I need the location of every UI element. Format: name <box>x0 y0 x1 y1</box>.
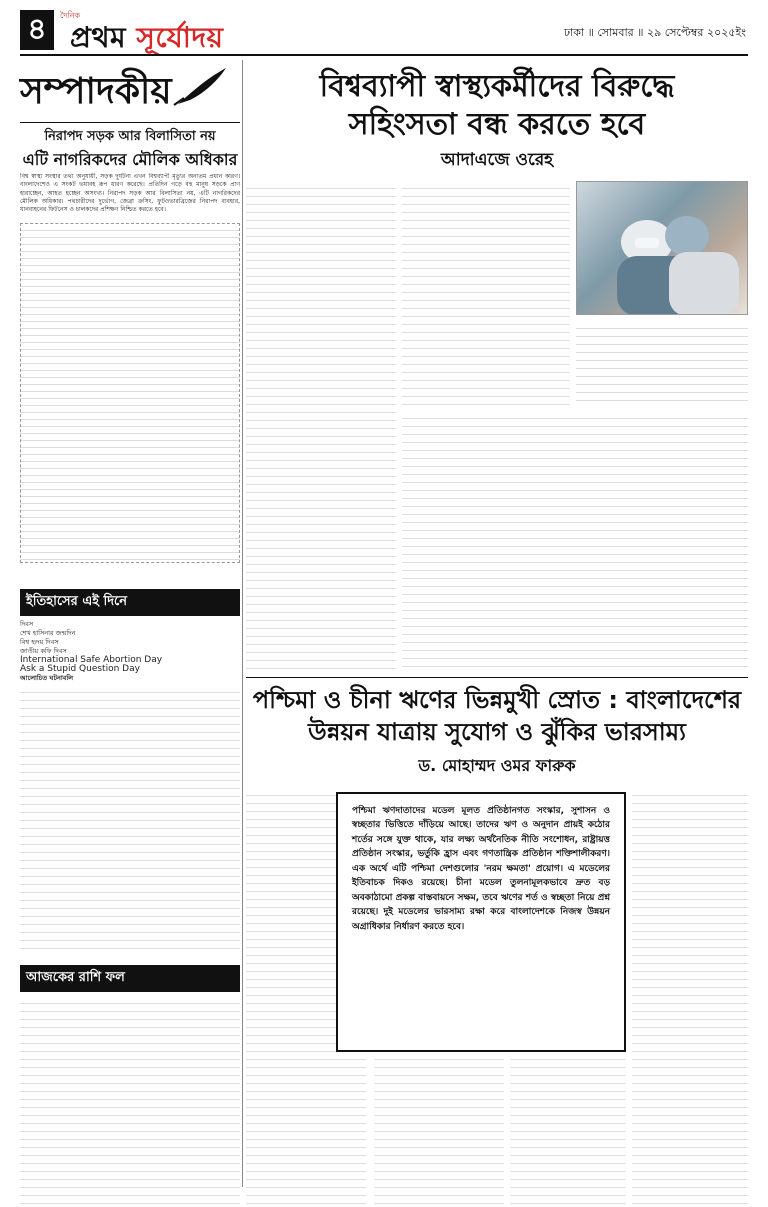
masthead-title-part1: প্রথম <box>70 21 137 54</box>
article-divider <box>246 677 748 678</box>
article2-body <box>246 788 748 1207</box>
history-item: Ask a Stupid Question Day <box>20 664 140 675</box>
quill-pen-icon <box>170 66 230 106</box>
history-item: আলোচিত ঘটনাবলি <box>20 674 74 683</box>
right-column <box>246 60 748 1187</box>
masthead-prefix: দৈনিক <box>60 11 81 20</box>
article2-pullquote: পশ্চিমা ঋণদাতাদের মডেল মূলত প্রতিষ্ঠানগত সংস্কার, সুশাসন ও স্বচ্ছতার ভিত্তিতে দাঁড়িয়ে আছে। তাদের ঋণ ও অনুদান প্রায়ই কঠোর শর্তের সঙ্গে যুক্ত থাকে, যার লক্ষ্য অর্থনৈতিক নীতি সংশোধন, রাষ্ট্রায়ত্ত প্রতিষ্ঠান সংস্কার, ভর্তুকি হ্রাস এবং গণতান্ত্রিক প্রতিষ্ঠান শক্তিশালীকরণ। এক অর্থে এটি পশ্চিমা দেশগুলোর 'নরম ক্ষমতা' প্রয়োগ। এ মডেলের ইতিবাচক দিকও রয়েছে। চীনা মডেল তুলনামূলকভাবে দ্রুত বড় অবকাঠামো প্রকল্প বাস্তবায়নে সক্ষম, তবে ঋণের শর্ত ও স্বচ্ছতা নিয়ে প্রশ্ন রয়েছে। দুই মডেলের ভারসাম্য রক্ষা করে বাংলাদেশকে নিজস্ব উন্নয়ন অগ্রাধিকার নির্ধারণ করতে হবে। <box>336 792 626 1052</box>
article2-headline-line2: উন্নয়ন যাত্রায় সুযোগ ও ঝুঁকির ভারসাম্য <box>308 718 686 747</box>
horoscope-body <box>20 996 240 1207</box>
editorial-body-text: বিশ্ব স্বাস্থ্য সংস্থার তথ্য অনুযায়ী, সড়ক দুর্ঘটনা এখন বিশ্বব্যাপী মৃত্যুর অন্যতম প্রধান কারণ। বাংলাদেশেও এ সংকট ভয়াবহ রূপ ধারণ করেছে। প্রতিদিন গড়ে বহু মানুষ সড়কে প্রাণ হারাচ্ছেন, আহত হচ্ছেন অসংখ্য। নিরাপদ সড়ক আর বিলাসিতা নয়, এটি নাগরিকদের মৌলিক অধিকার। পথচারীদের দুর্ভোগ, জেব্রা ক্রসিং, ফুটওভারব্রিজের নিরাপদ ব্যবহার, যানবাহনের ফিটনেস ও চালকদের প্রশিক্ষণ নিশ্চিত করতে হবে। <box>20 173 240 214</box>
article2-headline <box>246 684 748 749</box>
editorial-body <box>20 173 240 583</box>
history-item: International Safe Abortion Day <box>20 655 163 666</box>
editorial-headline: এটি নাগরিকদের মৌলিক অধিকার <box>22 150 238 169</box>
article1-headline-line2: সহিংসতা বন্ধ করতে হবে <box>348 106 646 142</box>
header-rule <box>20 54 748 56</box>
masthead-title-part2: সূর্যোদয় <box>136 21 224 54</box>
history-item: দিবস <box>20 620 34 629</box>
dateline: ঢাকা ॥ সোমবার ॥ ২৯ সেপ্টেম্বর ২০২৫ইং <box>563 26 746 39</box>
horoscope-section-title: আজকের রাশি ফল <box>20 965 240 992</box>
editorial-body-continued <box>20 223 240 563</box>
article1-body <box>246 181 748 671</box>
article1-photo <box>576 181 748 315</box>
editorial-masthead <box>20 60 240 116</box>
editorial-subtitle: নিরাপদ সড়ক আর বিলাসিতা নয় <box>20 122 240 148</box>
history-section-title: ইতিহাসের এই দিনে <box>20 589 240 616</box>
article1-byline: আদাএজে ওরেহ <box>440 150 554 170</box>
article1-headline-line1: বিশ্বব্যাপী স্বাস্থ্যকর্মীদের বিরুদ্ধে <box>319 69 675 104</box>
article1-col4 <box>576 321 748 407</box>
history-list <box>20 620 240 683</box>
article2-byline: ড. মোহাম্মদ ওমর ফারুক <box>418 755 576 775</box>
article1-col1 <box>246 181 396 671</box>
editorial-section-title: সম্পাদকীয় <box>20 70 172 112</box>
article2-headline-line1: পশ্চিমা ও চীনা ঋণের ভিন্নমুখী স্রোত : বাংলাদেশের <box>252 686 742 714</box>
health-workers-photo-icon <box>577 182 748 315</box>
masthead-logo <box>60 10 320 54</box>
article1-headline <box>246 68 748 143</box>
left-column <box>20 60 240 1187</box>
history-item: জাতীয় কফি দিবস <box>20 647 67 656</box>
history-item: বিশ্ব হৃদয় দিবস <box>20 638 59 647</box>
history-item: শেখ হাসিনার জন্মদিন <box>20 629 76 638</box>
column-divider <box>242 60 243 1187</box>
article2-col4 <box>632 788 748 1207</box>
article1-col3 <box>402 411 748 671</box>
page-number: ৪ <box>20 10 54 50</box>
history-events <box>20 685 240 955</box>
